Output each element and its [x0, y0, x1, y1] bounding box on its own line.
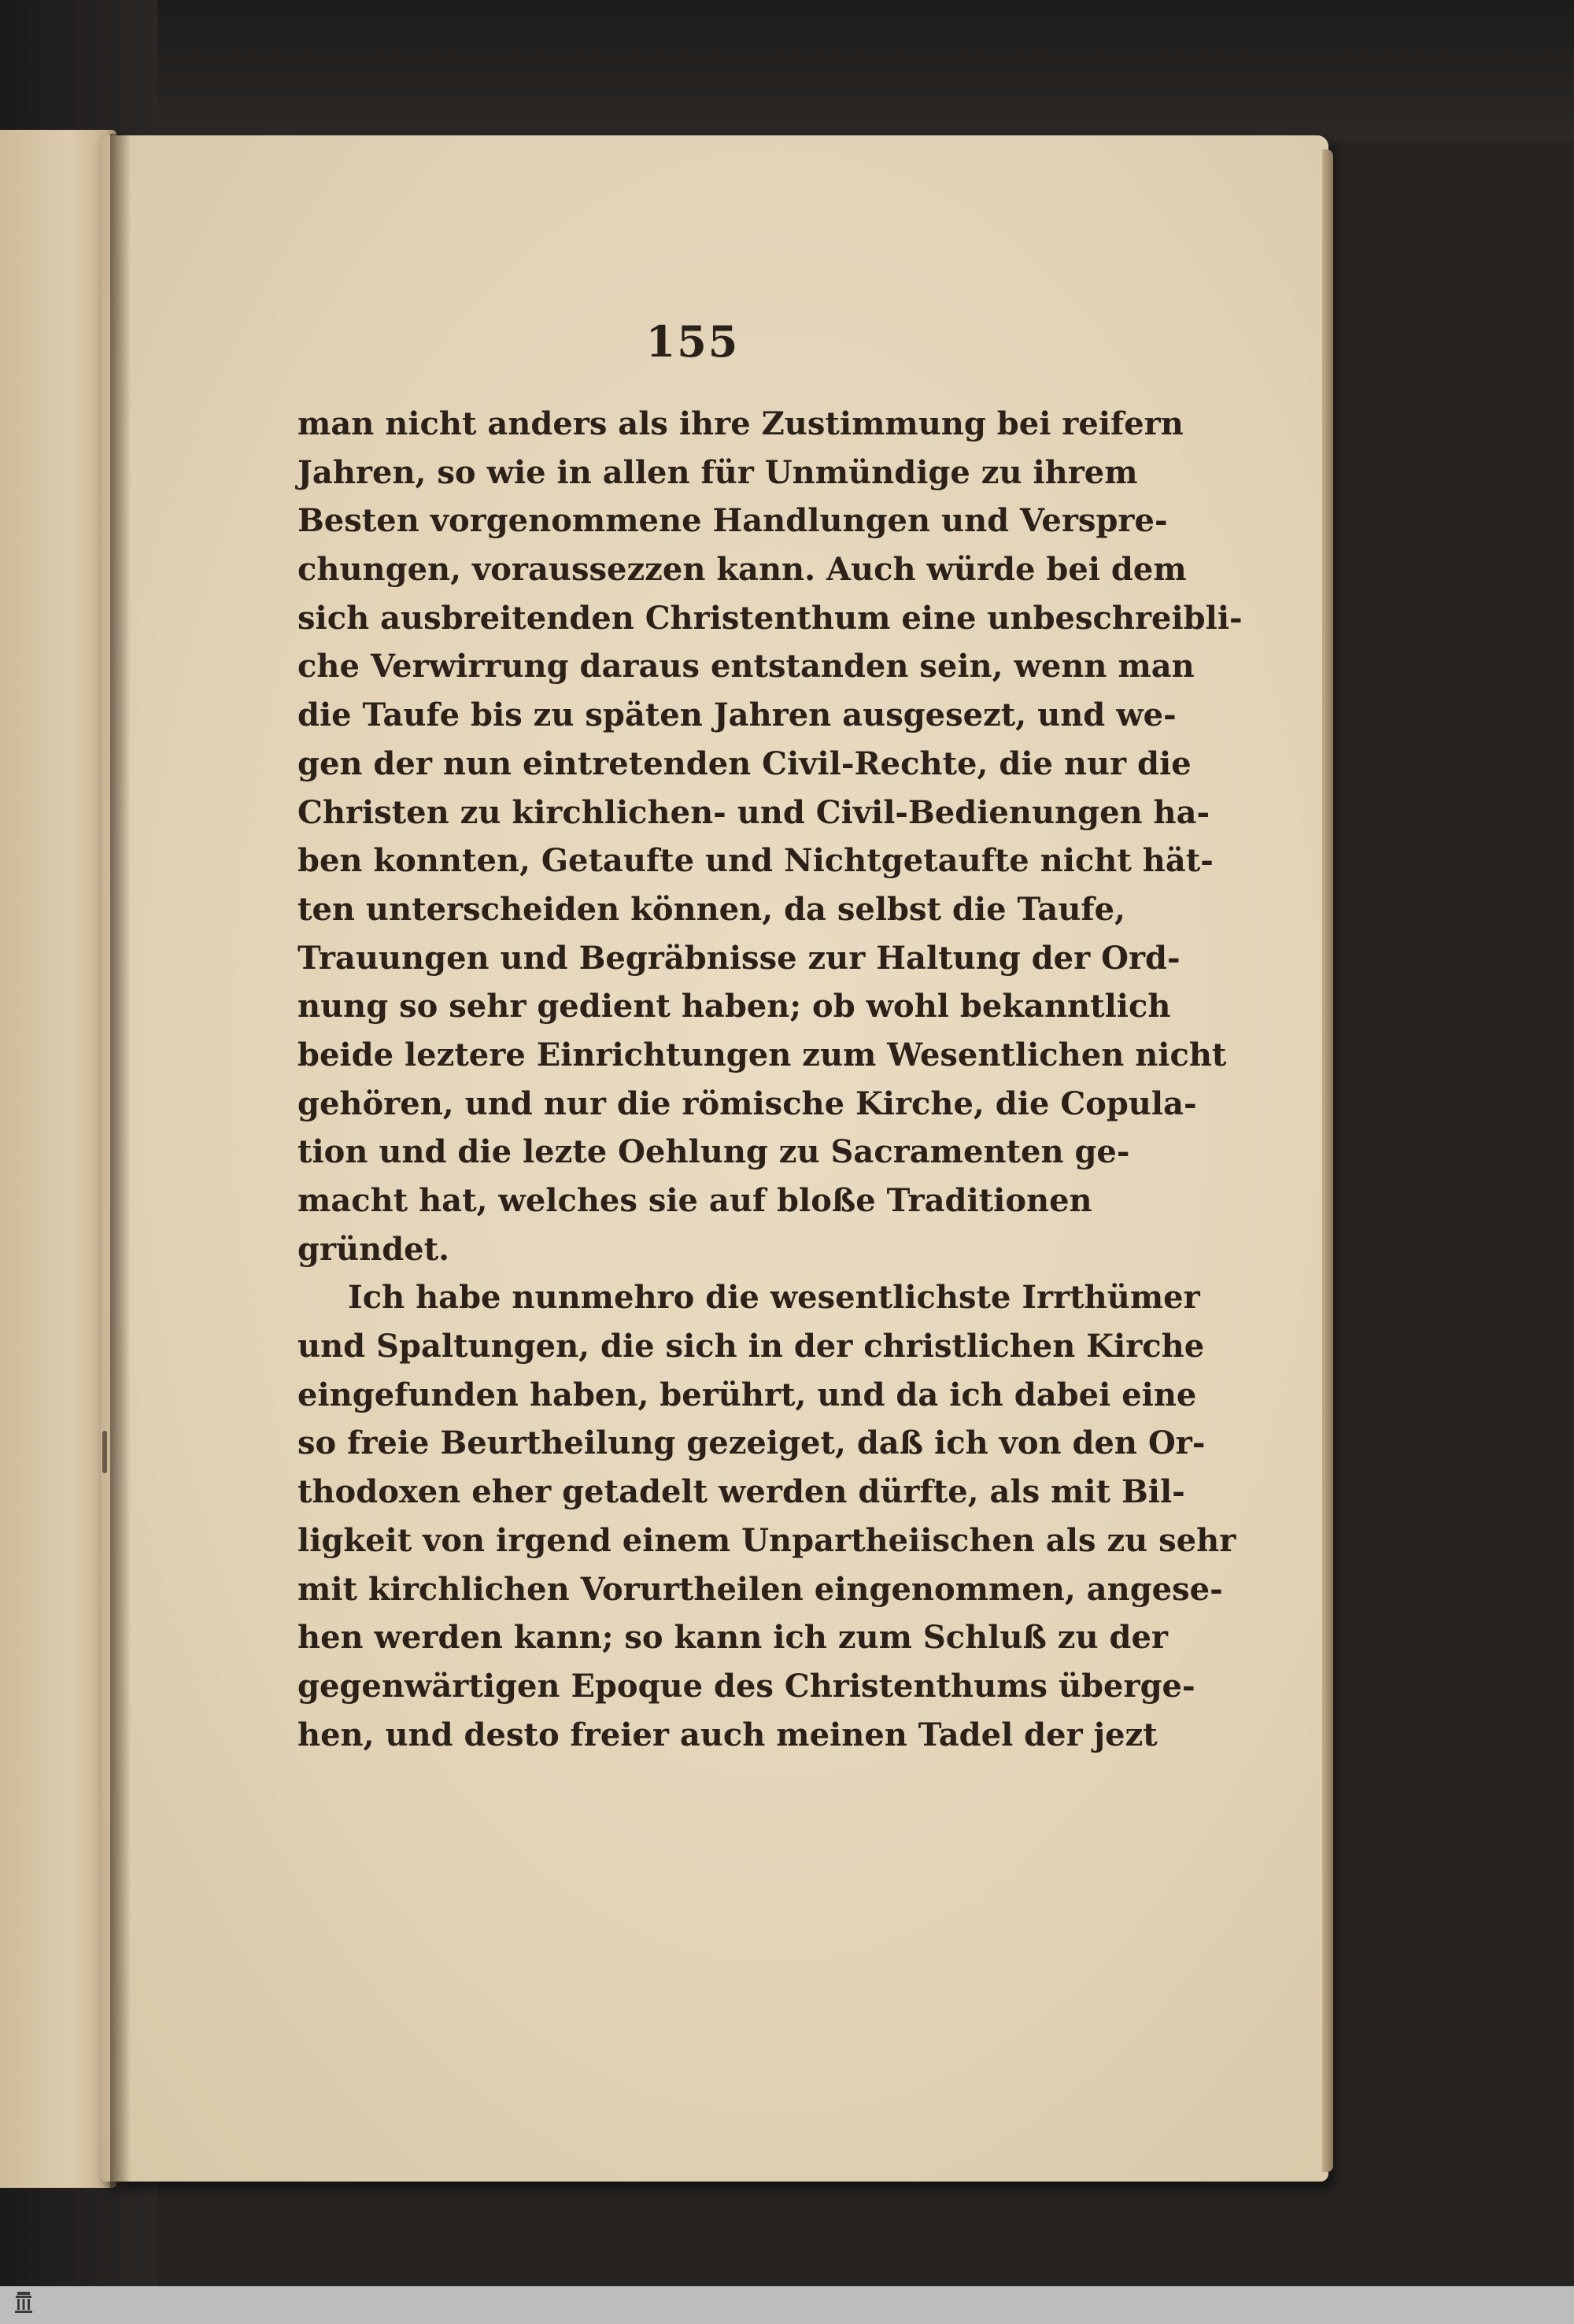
text-line: eingefunden haben, berührt, und da ich dabei eine: [297, 1376, 1197, 1413]
text-line: sich ausbreitenden Christenthum eine unbeschreibli-: [297, 599, 1243, 637]
text-line: ten unterscheiden können, da selbst die Taufe,: [297, 890, 1125, 928]
viewer-footer-bar: [0, 2286, 1574, 2324]
text-line: ligkeit von irgend einem Unpartheiischen als zu sehr: [297, 1521, 1236, 1559]
text-line: tion und die lezte Oehlung zu Sacramenten ge-: [297, 1133, 1130, 1171]
text-line: man nicht anders als ihre Zustimmung bei reifern: [297, 405, 1184, 442]
paragraph-start-line: Ich habe nunmehro die wesentlichste Irrthümer: [348, 1279, 1200, 1317]
gutter-shadow: [110, 134, 131, 2188]
text-line: Besten vorgenommene Handlungen und Verspre-: [297, 502, 1168, 540]
text-line: beide leztere Einrichtungen zum Wesentlichen nicht: [297, 1036, 1227, 1073]
text-line: hen werden kann; so kann ich zum Schluß zu der: [297, 1619, 1168, 1657]
text-line: ben konnten, Getaufte und Nichtgetaufte nicht hät-: [297, 842, 1214, 880]
text-line: gehören, und nur die römische Kirche, die Copula-: [297, 1084, 1197, 1122]
text-line: chungen, voraussezzen kann. Auch würde bei dem: [297, 551, 1187, 589]
library-logo-icon: [8, 2289, 39, 2322]
text-line: und Spaltungen, die sich in der christlichen Kirche: [297, 1328, 1205, 1365]
text-line: Jahren, so wie in allen für Unmündige zu ihrem: [297, 453, 1138, 491]
page-number: 155: [645, 316, 740, 367]
text-line: che Verwirrung daraus entstanden sein, wenn man: [297, 648, 1195, 685]
left-page-edge: [0, 130, 116, 2188]
text-line: gründet.: [297, 1230, 450, 1268]
text-line: Trauungen und Begräbnisse zur Haltung der Ord-: [297, 939, 1180, 977]
body-text: [297, 400, 1243, 1759]
text-line: thodoxen eher getadelt werden dürfte, als mit Bil-: [297, 1473, 1185, 1511]
text-line: gen der nun eintretenden Civil-Rechte, die nur die: [297, 744, 1192, 782]
text-line: die Taufe bis zu späten Jahren ausgesezt, und we-: [297, 696, 1177, 734]
gutter-stain: [102, 1431, 107, 1473]
text-line: gegenwärtigen Epoque des Christenthums überge-: [297, 1667, 1195, 1705]
text-line: macht hat, welches sie auf bloße Traditionen: [297, 1182, 1092, 1219]
text-line: Christen zu kirchlichen- und Civil-Bedienungen ha-: [297, 793, 1210, 831]
page-fore-edge: [1322, 150, 1333, 2172]
text-line: so freie Beurtheilung gezeiget, daß ich von den Or-: [297, 1424, 1206, 1462]
scan-backdrop-top: [0, 0, 1574, 142]
text-line: mit kirchlichen Vorurtheilen eingenommen, angese-: [297, 1570, 1223, 1608]
text-line: hen, und desto freier auch meinen Tadel der jezt: [297, 1716, 1158, 1753]
text-line: nung so sehr gedient haben; ob wohl bekanntlich: [297, 988, 1171, 1025]
